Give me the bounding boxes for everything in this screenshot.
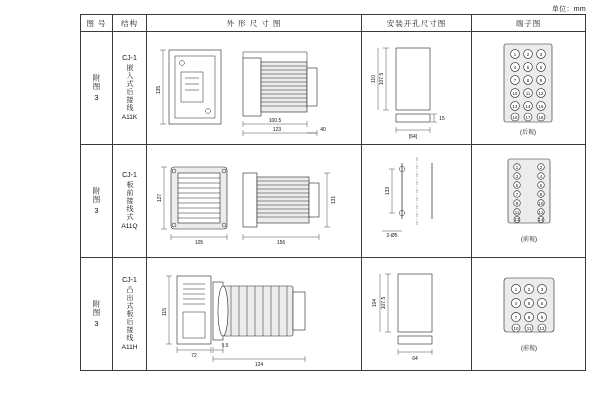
row3-fig-no	[81, 258, 113, 371]
row3-dim-95: 9.5	[221, 343, 229, 349]
svg-text:9: 9	[515, 200, 519, 206]
svg-text:15: 15	[538, 104, 544, 109]
svg-text:2: 2	[526, 52, 530, 57]
row3-fig-label: 附图	[92, 300, 101, 317]
svg-text:12: 12	[538, 209, 544, 215]
row1-mount-dim-64: [64]	[408, 134, 418, 140]
row3-mount-dim-1075: 107.5	[381, 296, 387, 310]
row3-dim-115: 115	[162, 308, 168, 316]
row3-dim-72: 72	[191, 353, 197, 359]
row2-outline-drawing	[147, 145, 362, 258]
svg-text:3: 3	[539, 52, 543, 57]
svg-text:8: 8	[526, 78, 530, 83]
svg-text:18: 18	[538, 115, 544, 120]
row3-structure-code: A11H	[121, 344, 138, 351]
row1-mount-dim-1075: 107.5	[379, 72, 385, 86]
svg-text:4: 4	[513, 65, 517, 70]
svg-text:7: 7	[515, 191, 519, 197]
row1-fig-no	[81, 32, 113, 145]
row1-mount-dim-15: 15	[439, 116, 445, 122]
svg-text:14: 14	[538, 217, 544, 223]
row1-fig-num: 3	[94, 93, 99, 102]
svg-text:10: 10	[512, 91, 518, 96]
row1-structure-code: A11K	[121, 114, 138, 121]
row1-structure-name: CJ-1	[122, 55, 137, 62]
row2-fig-label: 附图	[92, 187, 101, 204]
svg-text:4: 4	[539, 173, 543, 179]
row2-mount-dim-holes: 2-Ø5	[386, 233, 398, 239]
row2-dim-105: 105	[194, 240, 204, 246]
row1-structure	[113, 32, 147, 145]
row1-dim-40: 40	[320, 127, 326, 133]
svg-text:16: 16	[512, 115, 518, 120]
row2-structure-code: A11Q	[121, 223, 138, 230]
header-mounting-hole: 安装开孔尺寸图	[362, 15, 472, 32]
svg-text:4: 4	[514, 301, 518, 306]
svg-text:5: 5	[527, 301, 531, 306]
svg-text:1: 1	[514, 287, 518, 292]
svg-text:1: 1	[513, 52, 517, 57]
row1-mount-dim-110: 110	[371, 75, 377, 83]
row3-structure-name: CJ-1	[122, 277, 137, 284]
svg-text:11: 11	[514, 209, 520, 215]
row1-terminal-view: (后视)	[520, 130, 536, 136]
svg-text:6: 6	[540, 301, 544, 306]
svg-text:2: 2	[527, 287, 531, 292]
svg-text:7: 7	[513, 78, 517, 83]
unit-note: 单位：mm	[551, 6, 586, 13]
row2-fig-num: 3	[94, 206, 99, 215]
svg-text:11: 11	[526, 326, 532, 331]
svg-text:3: 3	[515, 173, 519, 179]
row3-terminal-drawing	[472, 258, 586, 371]
row3-mount-dim-64: 64	[412, 356, 418, 362]
svg-text:1: 1	[515, 164, 519, 170]
svg-text:9: 9	[540, 315, 544, 320]
table-header-row	[81, 15, 586, 32]
svg-text:6: 6	[539, 65, 543, 70]
row1-outline-drawing	[147, 32, 362, 145]
row2-terminal-view: (前视)	[521, 237, 537, 243]
row3-outline-drawing	[147, 258, 362, 371]
svg-text:3: 3	[540, 287, 544, 292]
row1-dim-135: 135	[156, 85, 162, 95]
svg-text:8: 8	[539, 191, 543, 197]
row3-dim-124: 124	[254, 362, 264, 368]
row2-dim-131: 131	[331, 195, 337, 205]
svg-text:8: 8	[527, 315, 531, 320]
svg-text:17: 17	[525, 115, 531, 120]
svg-text:13: 13	[514, 217, 520, 223]
row1-mounting-drawing	[362, 32, 472, 145]
row1-dim-123: 123	[272, 127, 282, 133]
svg-text:11: 11	[525, 91, 531, 96]
svg-text:12: 12	[538, 91, 544, 96]
row2-structure	[113, 145, 147, 258]
svg-text:10: 10	[538, 200, 544, 206]
row2-terminal-drawing	[472, 145, 586, 258]
table-row	[81, 145, 586, 258]
row1-fig-label: 附图	[92, 74, 101, 91]
row2-structure-name: CJ-1	[122, 172, 137, 179]
header-structure: 结构	[113, 15, 147, 32]
row3-mounting-drawing	[362, 258, 472, 371]
svg-text:5: 5	[515, 182, 519, 188]
row2-mount-dim-133: 133	[385, 186, 391, 196]
row3-structure-desc: 凸出式板后接线	[126, 286, 133, 342]
table-row	[81, 258, 586, 371]
svg-text:14: 14	[525, 104, 531, 109]
row1-dim-1005: 100.5	[268, 118, 282, 124]
svg-text:13: 13	[512, 104, 518, 109]
row3-mount-dim-104: 104	[372, 298, 378, 308]
header-fig-no: 图 号	[81, 15, 113, 32]
row2-dim-127: 127	[157, 193, 163, 203]
svg-text:10: 10	[513, 326, 519, 331]
row3-fig-num: 3	[94, 319, 99, 328]
table-row	[81, 32, 586, 145]
row1-terminal-drawing	[472, 32, 586, 145]
row2-structure-desc: 板前接线式	[126, 181, 133, 221]
svg-text:12: 12	[539, 326, 545, 331]
row2-dim-156: 156	[276, 240, 286, 246]
svg-text:5: 5	[526, 65, 530, 70]
row1-structure-desc: 嵌入式后接线	[126, 64, 133, 112]
svg-text:6: 6	[539, 182, 543, 188]
row3-terminal-view: (前视)	[521, 346, 537, 352]
header-outline-dimension: 外 形 尺 寸 图	[147, 15, 362, 32]
svg-text:9: 9	[539, 78, 543, 83]
row2-fig-no	[81, 145, 113, 258]
row3-structure	[113, 258, 147, 371]
dimension-table	[80, 14, 586, 371]
header-terminal-diagram: 端子图	[472, 15, 586, 32]
svg-text:2: 2	[539, 164, 543, 170]
row2-mounting-drawing	[362, 145, 472, 258]
svg-text:7: 7	[514, 315, 518, 320]
